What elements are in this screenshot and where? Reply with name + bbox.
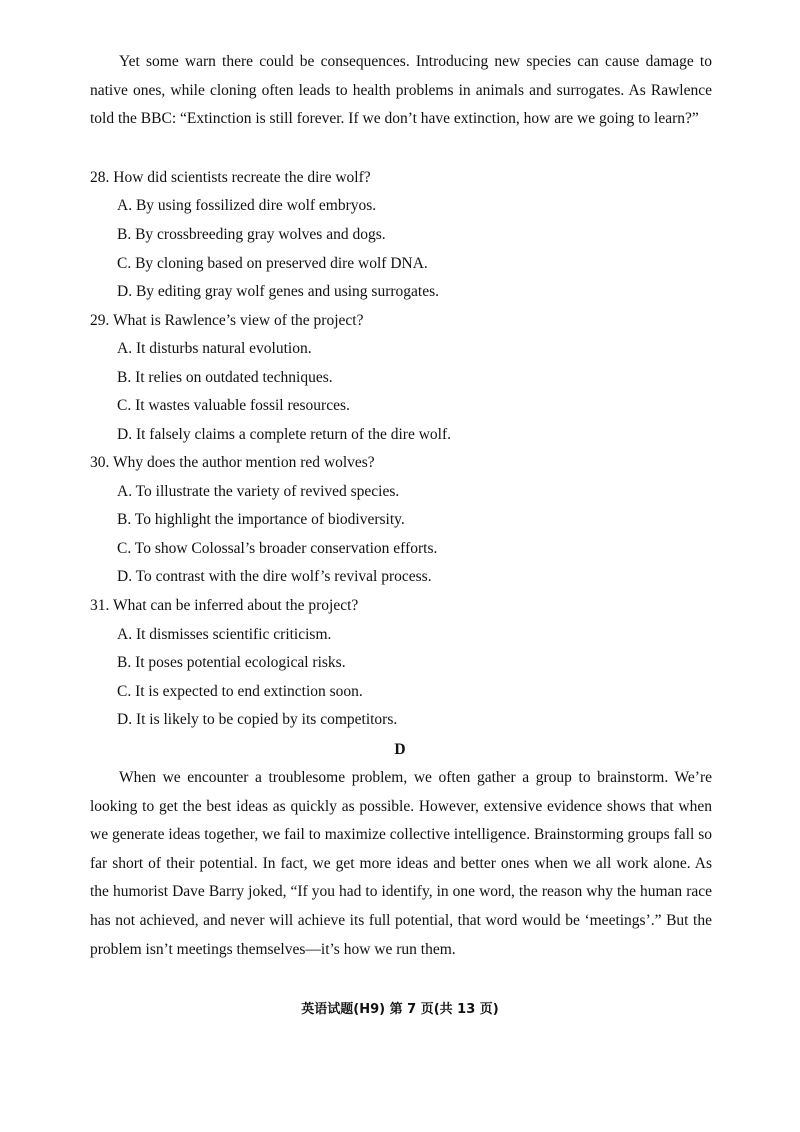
question-31-option-d: D. It is likely to be copied by its competitors. xyxy=(117,711,398,728)
section-d-heading: D xyxy=(394,741,406,758)
question-30-option-c: C. To show Colossal’s broader conservation efforts. xyxy=(117,540,438,557)
question-29-option-c: C. It wastes valuable fossil resources. xyxy=(117,397,350,414)
question-31-option-c: C. It is expected to end extinction soon. xyxy=(117,683,363,700)
question-28-option-d: D. By editing gray wolf genes and using surrogates. xyxy=(117,283,439,300)
page-footer: 英语试题(H9) 第 7 页(共 13 页) xyxy=(301,1002,499,1017)
section-d-paragraph: When we encounter a troublesome problem, we often gather a group to brainstorm. We’re looking to get the best ideas as quickly as possible. However, extensive evidence shows that when we generate ideas together, we fail to maximize collective intelligence. Brainstorming groups fall so far short of their potential. In fact, we get more ideas and better ones when we all work alone. As the humorist Dave Barry joked, “If you had to identify, in one word, the reason why the human race has not achieved, and never will achieve its full potential, that word would be ‘meetings’.” But the problem isn’t meetings themselves—it’s how we run them. xyxy=(90,769,712,958)
question-31-stem: 31. What can be inferred about the project? xyxy=(90,597,359,614)
question-29-option-b: B. It relies on outdated techniques. xyxy=(117,369,333,386)
question-28-stem: 28. How did scientists recreate the dire wolf? xyxy=(90,169,371,186)
question-28-option-a: A. By using fossilized dire wolf embryos. xyxy=(117,197,377,214)
passage-c-closing-paragraph: Yet some warn there could be consequences. Introducing new species can cause damage to native ones, while cloning often leads to health problems in animals and surrogates. As Rawlence told the BBC: “Extinction is still forever. If we don’t have extinction, how are we going to learn?” xyxy=(90,53,712,128)
question-30-stem: 30. Why does the author mention red wolves? xyxy=(90,454,375,471)
question-30-option-d: D. To contrast with the dire wolf’s revival process. xyxy=(117,568,432,585)
question-28-option-b: B. By crossbreeding gray wolves and dogs. xyxy=(117,226,386,243)
question-31-option-a: A. It dismisses scientific criticism. xyxy=(117,626,332,643)
question-29-stem: 29. What is Rawlence’s view of the project? xyxy=(90,312,364,329)
question-28-option-c: C. By cloning based on preserved dire wolf DNA. xyxy=(117,255,428,272)
question-31-option-b: B. It poses potential ecological risks. xyxy=(117,654,346,671)
question-30-option-a: A. To illustrate the variety of revived species. xyxy=(117,483,400,500)
question-29-option-a: A. It disturbs natural evolution. xyxy=(117,340,312,357)
question-29-option-d: D. It falsely claims a complete return of the dire wolf. xyxy=(117,426,451,443)
question-30-option-b: B. To highlight the importance of biodiversity. xyxy=(117,511,405,528)
